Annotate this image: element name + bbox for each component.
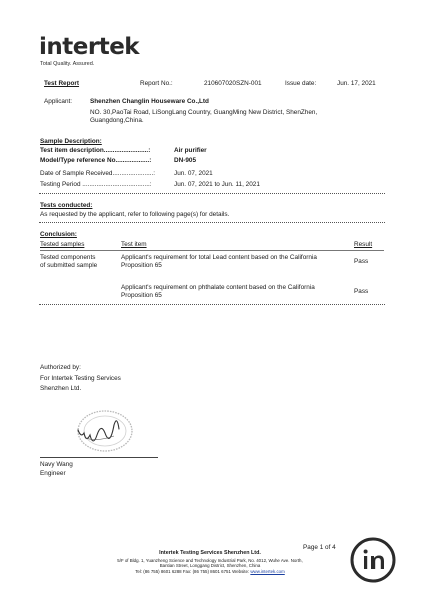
signer-title: Engineer <box>40 470 66 477</box>
sample-description-heading: Sample Description: <box>40 138 102 145</box>
test-item-line1: Applicant's requirement on phthalate content based on the California <box>121 284 315 291</box>
signer-name: Navy Wang <box>40 461 73 468</box>
report-title: Test Report <box>44 80 80 87</box>
footer-website-link[interactable]: www.intertek.com <box>250 569 285 574</box>
sample-row-label: Date of Sample Received.......................: <box>40 170 156 177</box>
test-result: Pass <box>354 288 369 295</box>
sample-row-value: Jun. 07, 2021 to Jun. 11, 2021 <box>174 181 260 188</box>
dotted-separator <box>39 193 385 194</box>
page-number: Page 1 of 4 <box>303 544 336 551</box>
report-no: 210607020SZN-001 <box>204 80 262 87</box>
intertek-logo: intertek <box>39 34 140 60</box>
sample-row-label: Model/Type reference No...................: <box>40 157 152 164</box>
intertek-in-badge-icon <box>348 535 398 585</box>
sample-row-label: Test item description.........................: <box>40 147 151 154</box>
footer-address2: Bantian Street, Longgang District, Shenzhen, China <box>159 563 261 568</box>
tested-sample-line1: Tested components <box>40 254 96 261</box>
tests-conducted-heading: Tests conducted: <box>40 202 93 209</box>
sample-row-value: Air purifier <box>174 147 207 154</box>
tested-sample-line2: of submitted sample <box>40 262 98 269</box>
company-seal-and-signature <box>74 408 134 454</box>
report-no-label: Report No.: <box>140 80 173 87</box>
test-item-line2: Proposition 65 <box>121 262 162 269</box>
sample-row-value: DN-905 <box>174 157 197 164</box>
applicant-address-line2: Guangdong,China. <box>90 117 144 124</box>
authorized-company: For Intertek Testing Services <box>40 375 121 382</box>
col-header-test-item: Test item <box>121 241 147 248</box>
logo-tagline: Total Quality. Assured. <box>40 61 95 67</box>
table-header-rule <box>40 250 384 251</box>
footer-company: Intertek Testing Services Shenzhen Ltd. <box>159 550 261 556</box>
issue-date: Jun. 17, 2021 <box>337 80 376 87</box>
col-header-result: Result <box>354 241 373 248</box>
test-item-line1: Applicant's requirement for total Lead content based on the California <box>121 254 317 261</box>
footer-address1: 5/F of Bldg. 1, Yuanzheng Science and Technology Industrial Park, No. 4012, Wuhe Ave. North, <box>117 558 303 563</box>
col-header-tested-samples: Tested samples <box>40 241 85 248</box>
tests-conducted-text: As requested by the applicant, refer to following page(s) for details. <box>40 211 230 218</box>
sample-row-value: Jun. 07, 2021 <box>174 170 213 177</box>
footer-contact-text: Tel: (86 755) 8601 6288 Fax: (86 755) 8601 6751 Website: <box>135 569 251 574</box>
applicant-address-line1: NO. 30,PaoTai Road, LiSongLang Country, GuangMing New District, ShenZhen, <box>90 109 318 116</box>
footer-contact <box>80 569 340 574</box>
applicant-label: Applicant: <box>44 98 73 105</box>
issue-date-label: Issue date: <box>285 80 317 87</box>
sample-row-label: Testing Period ......................................: <box>40 181 152 188</box>
signature-line <box>40 457 158 458</box>
dotted-separator <box>39 304 385 305</box>
applicant-name: Shenzhen Changlin Houseware Co.,Ltd <box>90 98 209 105</box>
test-result: Pass <box>354 258 369 265</box>
conclusion-heading: Conclusion: <box>40 231 77 238</box>
test-item-line2: Proposition 65 <box>121 292 162 299</box>
dotted-separator <box>39 222 385 223</box>
authorized-by: Authorized by: <box>40 364 81 371</box>
authorized-company-city: Shenzhen Ltd. <box>40 385 82 392</box>
